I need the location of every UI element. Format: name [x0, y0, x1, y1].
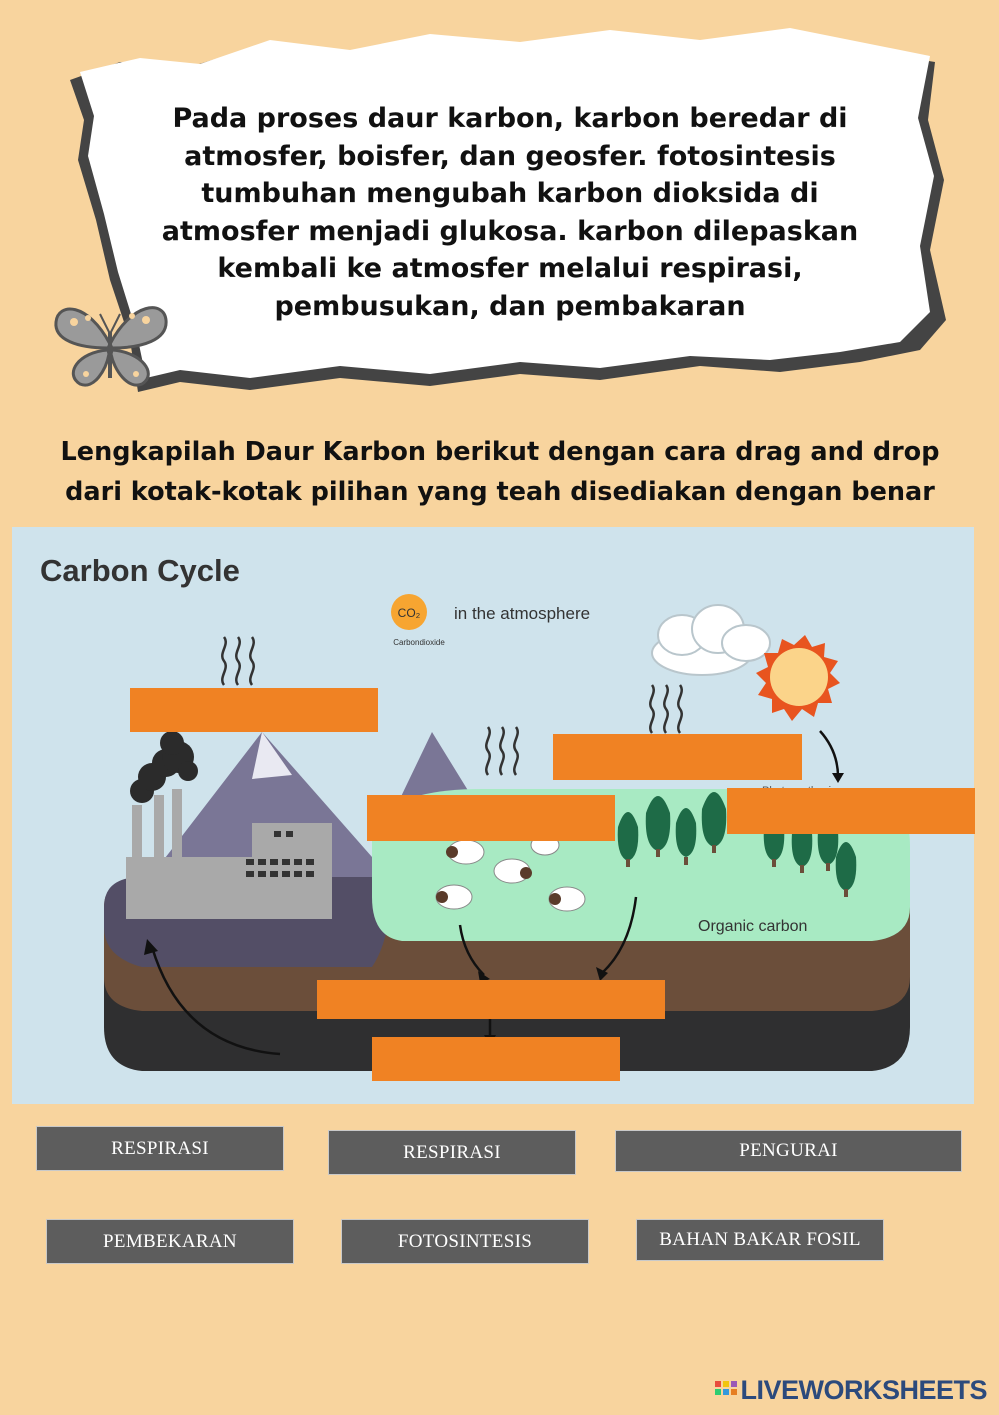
instruction-text [30, 432, 970, 512]
drop-zone-fossil[interactable] [372, 1037, 620, 1081]
diagram-title: Carbon Cycle [40, 553, 240, 588]
option-pembekaran[interactable]: PEMBEKARAN [46, 1219, 294, 1264]
brand-name: LIVEWORKSHEETS [740, 1374, 987, 1405]
intro-line: atmosfer menjadi glukosa. karbon dilepaskan [161, 215, 859, 247]
drop-zone-factory[interactable] [130, 688, 378, 732]
drop-zone-decomposer[interactable] [317, 980, 665, 1019]
option-fotosintesis[interactable]: FOTOSINTESIS [341, 1219, 589, 1264]
option-bahan-bakar-fosil[interactable]: BAHAN BAKAR FOSIL [636, 1219, 884, 1261]
option-pengurai[interactable]: PENGURAI [615, 1130, 962, 1172]
atmosphere-label: in the atmosphere [454, 604, 591, 623]
drop-zone-atmosphere[interactable] [553, 734, 802, 780]
intro-line: Pada proses daur karbon, karbon beredar di [172, 103, 848, 134]
drop-zone-animals[interactable] [367, 795, 615, 841]
intro-paragraph [130, 100, 890, 325]
intro-line: atmosfer, boisfer, dan geosfer. fotosintesis [184, 140, 836, 172]
liveworksheets-logo-icon [715, 1379, 737, 1401]
option-respirasi-1[interactable]: RESPIRASI [36, 1126, 284, 1171]
instruction-line: Lengkapilah Daur Karbon berikut dengan cara drag and drop [60, 437, 940, 467]
option-respirasi-2[interactable]: RESPIRASI [328, 1130, 576, 1175]
instruction-line: dari kotak-kotak pilihan yang teah disediakan dengan benar [65, 477, 935, 507]
organic-carbon-label: Organic carbon [698, 918, 808, 935]
co2-symbol: CO₂ [397, 606, 421, 620]
intro-line: tumbuhan mengubah karbon dioksida di [201, 178, 819, 209]
drop-zone-plants[interactable] [727, 788, 975, 834]
intro-line: pembusukan, dan pembakaran [274, 290, 746, 322]
intro-line: kembali ke atmosfer melalui respirasi, [217, 253, 803, 284]
co2-caption: Carbondioxide [393, 638, 445, 647]
butterfly-icon [48, 292, 172, 392]
liveworksheets-brand [715, 1373, 987, 1407]
